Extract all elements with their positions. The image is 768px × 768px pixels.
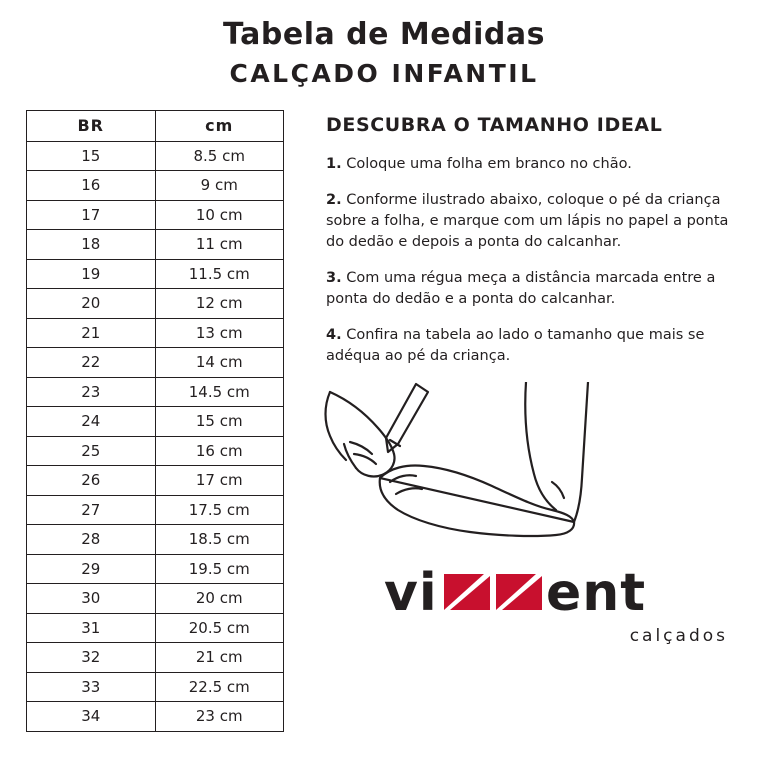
- step-number: 3.: [326, 269, 342, 286]
- cell-br: 26: [27, 466, 156, 496]
- step-number: 4.: [326, 326, 342, 343]
- cell-cm: 20.5 cm: [155, 613, 284, 643]
- cell-br: 18: [27, 230, 156, 260]
- instruction-step-3: [326, 268, 742, 310]
- cell-br: 15: [27, 141, 156, 171]
- cell-cm: 11.5 cm: [155, 259, 284, 289]
- table-row: [27, 407, 284, 437]
- instructions-column: [284, 110, 742, 732]
- cell-br: 24: [27, 407, 156, 437]
- cell-cm: 19.5 cm: [155, 554, 284, 584]
- table-row: [27, 259, 284, 289]
- cell-br: 23: [27, 377, 156, 407]
- instructions-title: DESCUBRA O TAMANHO IDEAL: [326, 113, 663, 136]
- cell-br: 34: [27, 702, 156, 732]
- cell-cm: 17 cm: [155, 466, 284, 496]
- brand-logo: [326, 562, 742, 646]
- cell-br: 31: [27, 613, 156, 643]
- cell-cm: 10 cm: [155, 200, 284, 230]
- table-row: [27, 672, 284, 702]
- step-number: 2.: [326, 191, 342, 208]
- column-header-br: BR: [27, 110, 156, 141]
- table-row: [27, 171, 284, 201]
- table-body: [27, 141, 284, 731]
- cell-br: 32: [27, 643, 156, 673]
- cell-cm: 21 cm: [155, 643, 284, 673]
- svg-text:vi: vi: [384, 562, 438, 623]
- cell-cm: 12 cm: [155, 289, 284, 319]
- cell-br: 19: [27, 259, 156, 289]
- table-row: [27, 141, 284, 171]
- content-area: [0, 88, 768, 732]
- page-subtitle: CALÇADO INFANTIL: [229, 58, 539, 88]
- size-table: [26, 110, 284, 732]
- size-table-column: [26, 110, 284, 732]
- cell-cm: 18.5 cm: [155, 525, 284, 555]
- cell-br: 30: [27, 584, 156, 614]
- step-text: Confira na tabela ao lado o tamanho que mais se adéqua ao pé da criança.: [326, 326, 705, 364]
- table-row: [27, 436, 284, 466]
- cell-br: 17: [27, 200, 156, 230]
- table-row: [27, 318, 284, 348]
- cell-cm: 22.5 cm: [155, 672, 284, 702]
- step-text: Coloque uma folha em branco no chão.: [346, 155, 632, 172]
- cell-cm: 20 cm: [155, 584, 284, 614]
- hand-tracing-foot-illustration: [320, 382, 742, 556]
- table-row: [27, 377, 284, 407]
- table-row: [27, 525, 284, 555]
- cell-br: 25: [27, 436, 156, 466]
- logo-tagline: calçados: [629, 625, 728, 646]
- cell-br: 20: [27, 289, 156, 319]
- vizzent-wordmark-icon: [384, 562, 674, 624]
- table-row: [27, 200, 284, 230]
- cell-br: 29: [27, 554, 156, 584]
- cell-cm: 11 cm: [155, 230, 284, 260]
- table-header-row: [27, 110, 284, 141]
- table-row: [27, 230, 284, 260]
- step-text: Conforme ilustrado abaixo, coloque o pé da criança sobre a folha, e marque com um lápis no papel a ponta do dedão e depois a ponta do calcanhar.: [326, 191, 729, 250]
- column-header-cm: cm: [155, 110, 284, 141]
- table-row: [27, 466, 284, 496]
- table-row: [27, 643, 284, 673]
- page-title: Tabela de Medidas: [223, 17, 545, 52]
- cell-cm: 14 cm: [155, 348, 284, 378]
- cell-br: 21: [27, 318, 156, 348]
- cell-cm: 14.5 cm: [155, 377, 284, 407]
- cell-cm: 9 cm: [155, 171, 284, 201]
- step-number: 1.: [326, 155, 342, 172]
- cell-br: 27: [27, 495, 156, 525]
- cell-cm: 15 cm: [155, 407, 284, 437]
- cell-cm: 16 cm: [155, 436, 284, 466]
- table-row: [27, 348, 284, 378]
- step-text: Com uma régua meça a distância marcada entre a ponta do dedão e a ponta do calcanhar.: [326, 269, 716, 307]
- cell-br: 33: [27, 672, 156, 702]
- table-row: [27, 702, 284, 732]
- logo-mark: [326, 562, 732, 624]
- cell-br: 28: [27, 525, 156, 555]
- cell-br: 16: [27, 171, 156, 201]
- instruction-step-4: [326, 325, 742, 367]
- cell-cm: 17.5 cm: [155, 495, 284, 525]
- cell-cm: 8.5 cm: [155, 141, 284, 171]
- svg-text:ent: ent: [546, 562, 647, 623]
- instruction-step-2: [326, 190, 742, 253]
- table-row: [27, 613, 284, 643]
- header-block: [0, 0, 768, 88]
- cell-br: 22: [27, 348, 156, 378]
- table-row: [27, 554, 284, 584]
- cell-cm: 23 cm: [155, 702, 284, 732]
- table-row: [27, 289, 284, 319]
- table-row: [27, 584, 284, 614]
- table-row: [27, 495, 284, 525]
- instruction-step-1: [326, 154, 742, 175]
- cell-cm: 13 cm: [155, 318, 284, 348]
